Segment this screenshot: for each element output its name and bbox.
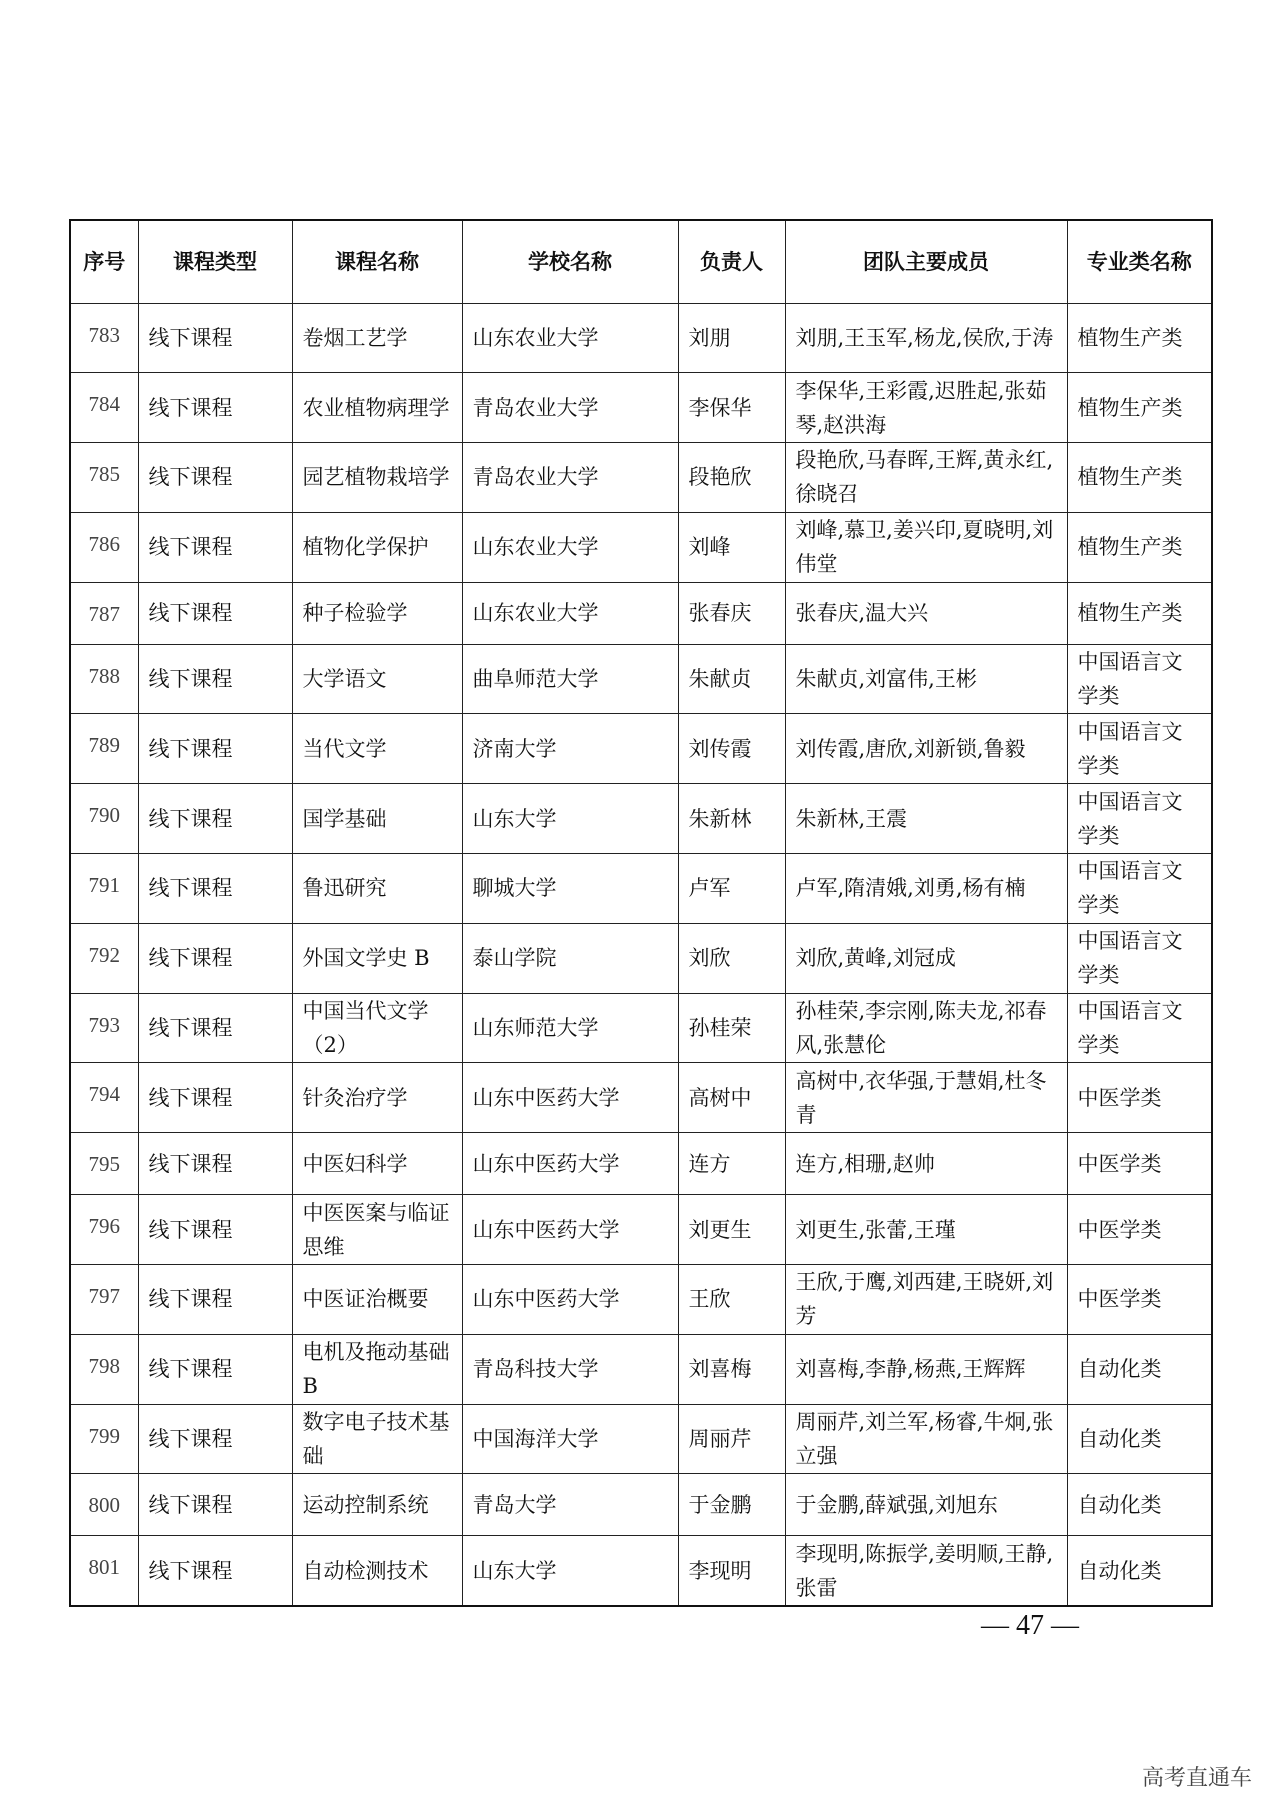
- cell-leader: 高树中: [678, 1063, 785, 1133]
- cell-course-type: 线下课程: [138, 303, 292, 373]
- table-row: [70, 1265, 1212, 1335]
- header-leader: 负责人: [678, 220, 785, 303]
- table-row: [70, 1063, 1212, 1133]
- cell-major-category: 中国语言文学类: [1067, 784, 1212, 854]
- cell-team-members: 张春庆,温大兴: [785, 582, 1067, 644]
- cell-course-name: 中医医案与临证思维: [292, 1195, 462, 1265]
- cell-course-type: 线下课程: [138, 1063, 292, 1133]
- cell-team-members: 刘峰,慕卫,姜兴印,夏晓明,刘伟堂: [785, 512, 1067, 582]
- cell-major-category: 植物生产类: [1067, 443, 1212, 513]
- cell-serial: 787: [70, 582, 138, 644]
- cell-serial: 783: [70, 303, 138, 373]
- table-row: [70, 644, 1212, 714]
- cell-serial: 793: [70, 993, 138, 1063]
- cell-school-name: 山东大学: [462, 1536, 678, 1606]
- cell-course-name: 中医证治概要: [292, 1265, 462, 1335]
- header-serial: 序号: [70, 220, 138, 303]
- cell-serial: 788: [70, 644, 138, 714]
- cell-course-type: 线下课程: [138, 644, 292, 714]
- cell-serial: 796: [70, 1195, 138, 1265]
- header-major-category: 专业类名称: [1067, 220, 1212, 303]
- cell-course-type: 线下课程: [138, 443, 292, 513]
- cell-serial: 784: [70, 373, 138, 443]
- cell-course-name: 当代文学: [292, 714, 462, 784]
- cell-course-type: 线下课程: [138, 1536, 292, 1606]
- cell-team-members: 李保华,王彩霞,迟胜起,张茹琴,赵洪海: [785, 373, 1067, 443]
- cell-leader: 段艳欣: [678, 443, 785, 513]
- cell-team-members: 刘欣,黄峰,刘冠成: [785, 923, 1067, 993]
- cell-course-name: 数字电子技术基础: [292, 1404, 462, 1474]
- header-course-type: 课程类型: [138, 220, 292, 303]
- table-row: [70, 373, 1212, 443]
- cell-serial: 786: [70, 512, 138, 582]
- cell-major-category: 中国语言文学类: [1067, 993, 1212, 1063]
- table-row: [70, 443, 1212, 513]
- cell-leader: 刘传霞: [678, 714, 785, 784]
- cell-major-category: 自动化类: [1067, 1474, 1212, 1536]
- cell-serial: 789: [70, 714, 138, 784]
- cell-leader: 孙桂荣: [678, 993, 785, 1063]
- cell-leader: 周丽芹: [678, 1404, 785, 1474]
- cell-leader: 李保华: [678, 373, 785, 443]
- cell-major-category: 自动化类: [1067, 1536, 1212, 1606]
- cell-school-name: 济南大学: [462, 714, 678, 784]
- table-row: [70, 923, 1212, 993]
- cell-major-category: 中医学类: [1067, 1265, 1212, 1335]
- table-row: [70, 1334, 1212, 1404]
- cell-major-category: 中国语言文学类: [1067, 644, 1212, 714]
- cell-course-name: 大学语文: [292, 644, 462, 714]
- cell-course-name: 电机及拖动基础 B: [292, 1334, 462, 1404]
- cell-team-members: 王欣,于鹰,刘西建,王晓妍,刘芳: [785, 1265, 1067, 1335]
- cell-team-members: 朱献贞,刘富伟,王彬: [785, 644, 1067, 714]
- cell-school-name: 泰山学院: [462, 923, 678, 993]
- cell-serial: 792: [70, 923, 138, 993]
- cell-team-members: 刘更生,张蕾,王瑾: [785, 1195, 1067, 1265]
- cell-school-name: 青岛农业大学: [462, 373, 678, 443]
- cell-serial: 795: [70, 1133, 138, 1195]
- cell-school-name: 山东中医药大学: [462, 1063, 678, 1133]
- table-row: [70, 714, 1212, 784]
- cell-course-name: 园艺植物栽培学: [292, 443, 462, 513]
- cell-team-members: 连方,相珊,赵帅: [785, 1133, 1067, 1195]
- cell-team-members: 李现明,陈振学,姜明顺,王静,张雷: [785, 1536, 1067, 1606]
- cell-team-members: 段艳欣,马春晖,王辉,黄永红,徐晓召: [785, 443, 1067, 513]
- cell-course-type: 线下课程: [138, 714, 292, 784]
- cell-course-type: 线下课程: [138, 1334, 292, 1404]
- cell-course-type: 线下课程: [138, 582, 292, 644]
- table-row: [70, 1195, 1212, 1265]
- table-row: [70, 1536, 1212, 1606]
- cell-leader: 刘喜梅: [678, 1334, 785, 1404]
- cell-team-members: 于金鹏,薛斌强,刘旭东: [785, 1474, 1067, 1536]
- cell-leader: 张春庆: [678, 582, 785, 644]
- header-course-name: 课程名称: [292, 220, 462, 303]
- cell-course-type: 线下课程: [138, 1195, 292, 1265]
- cell-leader: 刘峰: [678, 512, 785, 582]
- cell-major-category: 中国语言文学类: [1067, 854, 1212, 924]
- cell-course-type: 线下课程: [138, 993, 292, 1063]
- cell-major-category: 植物生产类: [1067, 582, 1212, 644]
- table-row: [70, 1133, 1212, 1195]
- cell-serial: 797: [70, 1265, 138, 1335]
- cell-course-name: 卷烟工艺学: [292, 303, 462, 373]
- table-row: [70, 582, 1212, 644]
- cell-leader: 于金鹏: [678, 1474, 785, 1536]
- cell-course-type: 线下课程: [138, 923, 292, 993]
- cell-leader: 刘朋: [678, 303, 785, 373]
- cell-leader: 刘欣: [678, 923, 785, 993]
- cell-leader: 朱新林: [678, 784, 785, 854]
- cell-school-name: 山东中医药大学: [462, 1133, 678, 1195]
- cell-course-name: 国学基础: [292, 784, 462, 854]
- cell-school-name: 山东农业大学: [462, 303, 678, 373]
- cell-school-name: 山东农业大学: [462, 582, 678, 644]
- cell-course-name: 中国当代文学（2）: [292, 993, 462, 1063]
- cell-leader: 连方: [678, 1133, 785, 1195]
- cell-team-members: 刘喜梅,李静,杨燕,王辉辉: [785, 1334, 1067, 1404]
- course-table: [69, 219, 1213, 1607]
- cell-major-category: 中医学类: [1067, 1063, 1212, 1133]
- cell-team-members: 刘朋,王玉军,杨龙,侯欣,于涛: [785, 303, 1067, 373]
- cell-school-name: 中国海洋大学: [462, 1404, 678, 1474]
- cell-course-type: 线下课程: [138, 1265, 292, 1335]
- header-team-members: 团队主要成员: [785, 220, 1067, 303]
- cell-course-type: 线下课程: [138, 784, 292, 854]
- cell-school-name: 青岛大学: [462, 1474, 678, 1536]
- cell-serial: 798: [70, 1334, 138, 1404]
- watermark: 高考直通车: [1141, 1766, 1252, 1791]
- cell-school-name: 山东中医药大学: [462, 1195, 678, 1265]
- table-row: [70, 993, 1212, 1063]
- table-body: [70, 303, 1212, 1606]
- cell-course-name: 自动检测技术: [292, 1536, 462, 1606]
- cell-course-name: 针灸治疗学: [292, 1063, 462, 1133]
- cell-course-type: 线下课程: [138, 373, 292, 443]
- table-row: [70, 303, 1212, 373]
- cell-course-name: 鲁迅研究: [292, 854, 462, 924]
- cell-major-category: 植物生产类: [1067, 512, 1212, 582]
- cell-course-name: 种子检验学: [292, 582, 462, 644]
- cell-leader: 卢军: [678, 854, 785, 924]
- cell-course-type: 线下课程: [138, 1133, 292, 1195]
- table-header-row: [70, 220, 1212, 303]
- cell-school-name: 青岛科技大学: [462, 1334, 678, 1404]
- cell-leader: 王欣: [678, 1265, 785, 1335]
- cell-school-name: 青岛农业大学: [462, 443, 678, 513]
- cell-serial: 794: [70, 1063, 138, 1133]
- cell-course-type: 线下课程: [138, 1474, 292, 1536]
- cell-serial: 800: [70, 1474, 138, 1536]
- cell-course-name: 植物化学保护: [292, 512, 462, 582]
- cell-team-members: 周丽芹,刘兰军,杨睿,牛炯,张立强: [785, 1404, 1067, 1474]
- table-row: [70, 784, 1212, 854]
- cell-team-members: 高树中,衣华强,于慧娟,杜冬青: [785, 1063, 1067, 1133]
- cell-course-name: 运动控制系统: [292, 1474, 462, 1536]
- cell-major-category: 中国语言文学类: [1067, 714, 1212, 784]
- table-row: [70, 512, 1212, 582]
- cell-course-name: 农业植物病理学: [292, 373, 462, 443]
- cell-course-type: 线下课程: [138, 512, 292, 582]
- cell-major-category: 中国语言文学类: [1067, 923, 1212, 993]
- cell-major-category: 植物生产类: [1067, 303, 1212, 373]
- cell-major-category: 中医学类: [1067, 1133, 1212, 1195]
- table-row: [70, 1404, 1212, 1474]
- cell-team-members: 卢军,隋清娥,刘勇,杨有楠: [785, 854, 1067, 924]
- cell-school-name: 山东师范大学: [462, 993, 678, 1063]
- cell-serial: 801: [70, 1536, 138, 1606]
- cell-leader: 朱献贞: [678, 644, 785, 714]
- cell-major-category: 中医学类: [1067, 1195, 1212, 1265]
- cell-major-category: 植物生产类: [1067, 373, 1212, 443]
- cell-serial: 790: [70, 784, 138, 854]
- cell-school-name: 山东中医药大学: [462, 1265, 678, 1335]
- table-row: [70, 1474, 1212, 1536]
- cell-leader: 刘更生: [678, 1195, 785, 1265]
- header-school-name: 学校名称: [462, 220, 678, 303]
- cell-serial: 791: [70, 854, 138, 924]
- cell-team-members: 朱新林,王震: [785, 784, 1067, 854]
- cell-course-name: 外国文学史 B: [292, 923, 462, 993]
- cell-school-name: 山东农业大学: [462, 512, 678, 582]
- cell-major-category: 自动化类: [1067, 1334, 1212, 1404]
- cell-major-category: 自动化类: [1067, 1404, 1212, 1474]
- cell-serial: 785: [70, 443, 138, 513]
- cell-school-name: 山东大学: [462, 784, 678, 854]
- course-table-container: [69, 219, 1211, 1607]
- cell-team-members: 孙桂荣,李宗刚,陈夫龙,祁春风,张慧伦: [785, 993, 1067, 1063]
- cell-team-members: 刘传霞,唐欣,刘新锁,鲁毅: [785, 714, 1067, 784]
- cell-school-name: 聊城大学: [462, 854, 678, 924]
- cell-course-type: 线下课程: [138, 1404, 292, 1474]
- page-number: — 47 —: [981, 1610, 1079, 1641]
- cell-leader: 李现明: [678, 1536, 785, 1606]
- cell-course-type: 线下课程: [138, 854, 292, 924]
- cell-course-name: 中医妇科学: [292, 1133, 462, 1195]
- cell-serial: 799: [70, 1404, 138, 1474]
- cell-school-name: 曲阜师范大学: [462, 644, 678, 714]
- table-row: [70, 854, 1212, 924]
